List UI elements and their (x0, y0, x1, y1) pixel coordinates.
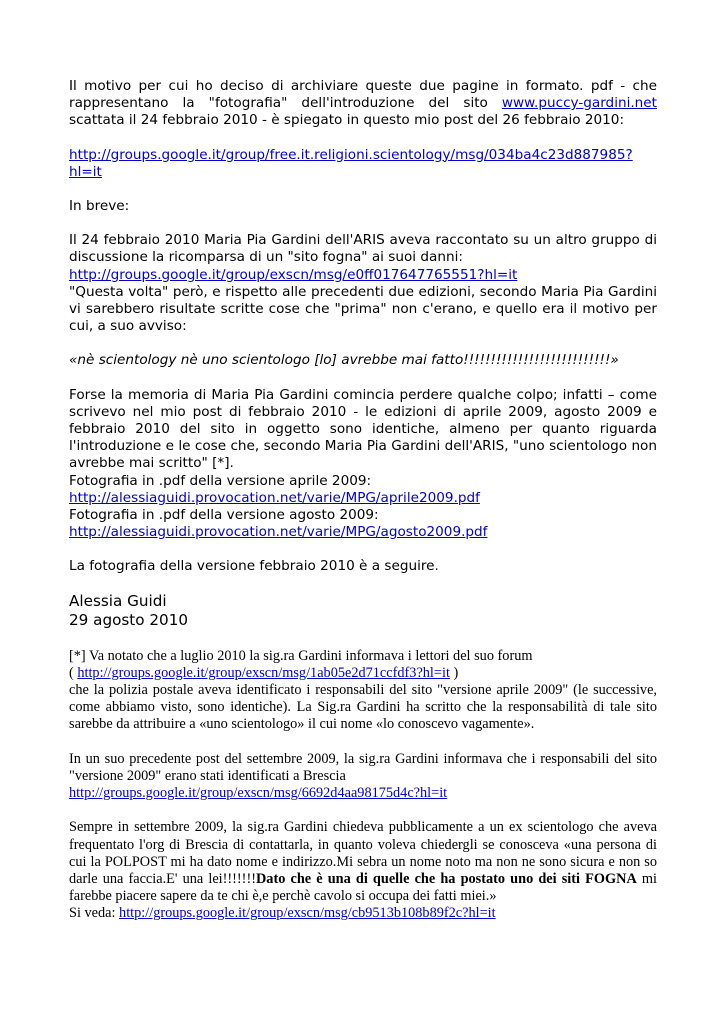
request-bold-text: Dato che è una di quelle che ha postato uno dei siti FOGNA (255, 870, 637, 887)
paren-close: ) (449, 664, 459, 681)
signature-date: 29 agosto 2010 (69, 610, 189, 629)
april-label: Fotografia in .pdf della versione aprile 2009: (69, 472, 372, 489)
brescia-link[interactable]: http://groups.google.it/group/exscn/msg/6692d4aa98175d4c?hl=it (69, 785, 448, 802)
see-label: Si veda: (69, 905, 120, 922)
memory-paragraph (69, 387, 657, 542)
august-label: Fotografia in .pdf della versione agosto 2009: (69, 507, 379, 524)
intro-text-1: Il motivo per cui ho deciso di archiviare queste due pagine in formato. pdf - che rappresentano la "fotografia" dell'introduzione del sito (69, 78, 657, 112)
quote-text: «nè scientology nè uno scientologo [lo] avrebbe mai fatto!!!!!!!!!!!!!!!!!!!!!!!!!!!» (69, 352, 619, 369)
quote (69, 352, 657, 369)
request-text-end: mi farebbe piacere sapere da te chi è,e perchè cavolo si occupa dei fatti miei.» (69, 870, 657, 905)
memory-text: Forse la memoria di Maria Pia Gardini comincia perdere qualche colpo; infatti – come scrivevo nel mio post di febbraio 2010 - le edizioni di aprile 2009, agosto 2009 e febbraio 2010 del sito in oggetto sono identiche, almeno per quanto riguarda l'introduzione e le cose che, secondo Maria Pia Gardini dell'ARIS, "uno scientologo non avrebbe mai scritto" [*]. (69, 386, 657, 472)
post-link-line-1[interactable]: http://groups.google.it/group/free.it.religioni.scientology/msg/034ba4c23d887985? (69, 146, 633, 163)
paren-open: ( (69, 664, 78, 681)
intro-paragraph (69, 78, 657, 130)
story-text-1: Il 24 febbraio 2010 Maria Pia Gardini dell'ARIS aveva raccontato su un altro gruppo di discussione la ricomparsa di un "sito fogna" ai suoi danni: (69, 232, 657, 266)
gardini-story-paragraph (69, 232, 657, 335)
author-name: Alessia Guidi (69, 591, 167, 610)
exscn-link-1[interactable]: http://groups.google.it/group/exscn/msg/e0ff017647765551?hl=it (69, 266, 518, 283)
footnote-text-1: [*] Va notato che a luglio 2010 la sig.ra Gardini informava i lettori del suo forum (69, 647, 533, 664)
story-text-2: "Questa volta" però, e rispetto alle precedenti due edizioni, secondo Maria Pia Gardini vi sarebbero risultate scritte cose che "prima" non c'erano, e quello era il motivo per cui, a suo avviso: (69, 283, 657, 335)
footnote-paragraph-1 (69, 648, 657, 734)
footnote-paragraph-2 (69, 751, 657, 803)
followup-text: La fotografia della versione febbraio 2010 è a seguire. (69, 558, 439, 575)
post-link-paragraph (69, 147, 657, 181)
request-text: Sempre in settembre 2009, la sig.ra Gardini chiedeva pubblicamente a un ex scientologo che aveva frequentato l'org di Brescia di contattarla, in quanto voleva chiedergli se conosceva «una persona di cui la POLPOST mi ha dato nome e indirizzo.Mi sebra un nome noto ma non ne sono sicura e non so darle una faccia.E' una lei!!!!!!! (69, 819, 657, 887)
post-link-line-2[interactable]: hl=it (69, 163, 102, 180)
brescia-text: In un suo precedente post del settembre 2009, la sig.ra Gardini informava che i responsabili del sito "versione 2009" erano stati identificati a Brescia (69, 750, 657, 784)
signature (69, 592, 657, 630)
august-pdf-link[interactable]: http://alessiaguidi.provocation.net/varie/MPG/agosto2009.pdf (69, 524, 488, 541)
in-breve-heading: In breve: (69, 198, 130, 215)
site-link[interactable]: www.puccy-gardini.net (501, 95, 657, 112)
footnote-paragraph-3 (69, 819, 657, 922)
see-link[interactable]: http://groups.google.it/group/exscn/msg/cb9513b108b89f2c?hl=it (119, 905, 496, 922)
document-page (69, 78, 657, 923)
forum-link[interactable]: http://groups.google.it/group/exscn/msg/1ab05e2d71ccfdf3?hl=it (77, 664, 450, 681)
intro-text-2: scattata il 24 febbraio 2010 - è spiegato in questo mio post del 26 febbraio 2010: (69, 112, 625, 129)
april-pdf-link[interactable]: http://alessiaguidi.provocation.net/varie/MPG/aprile2009.pdf (69, 489, 480, 506)
footnote-text-2: che la polizia postale aveva identificato i responsabili del sito "versione aprile 2009" (le successive, come abbiamo visto, sono identiche). La Sig.ra Gardini ha scritto che la responsabilità di tale sito sarebbe da attribuire a «uno scientologo» il cui nome «lo conoscevo vagamente». (69, 682, 657, 733)
